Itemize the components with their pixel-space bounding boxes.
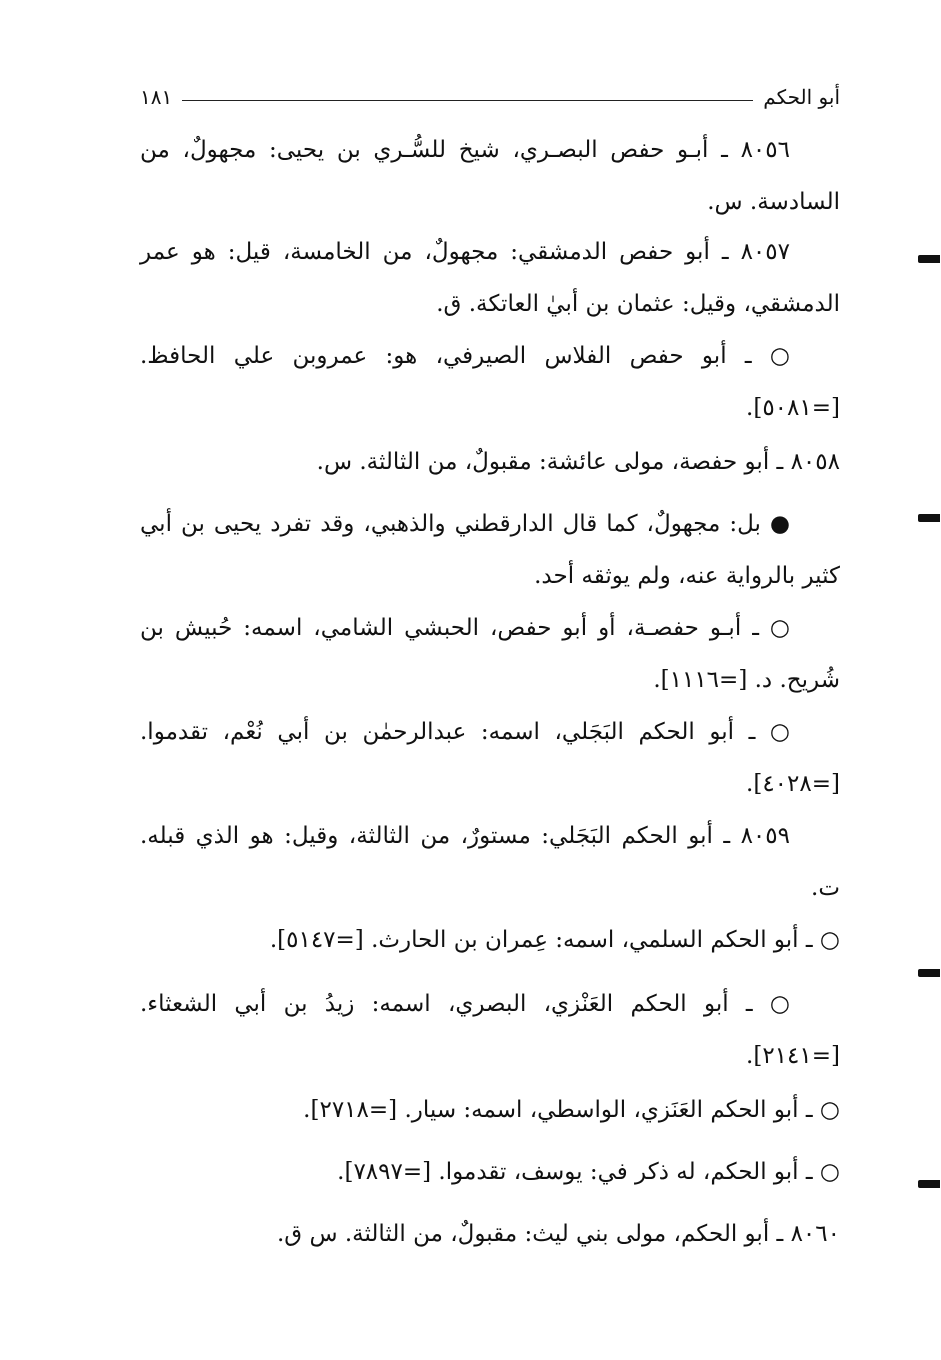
margin-mark [918,1180,940,1188]
entry-8057: ٨٠٥٧ ـ أبو حفص الدمشقي: مجهولٌ، من الخامسة، قيل: هو عمر الدمشقي، وقيل: عثمان بن أبيٰ العاتكة. ق. [140,239,840,317]
cross-reference-entry: ○ ـ أبو الحكم العَنْزي، البصري، اسمه: زيدُ بن أبي الشعثاء. [=٢١٤١]. [140,991,840,1069]
header-title: أبو الحكم [763,85,840,109]
margin-mark [918,514,940,522]
entry-8060: ٨٠٦٠ ـ أبو الحكم، مولى بني ليث: مقبولٌ، من الثالثة. س ق. [276,1221,840,1247]
running-header [140,80,840,114]
commentary-entry: ● بل: مجهولٌ، كما قال الدارقطني والذهبي، وقد تفرد يحيى بن أبي كثير بالرواية عنه، ولم يوثقه أحد. [140,511,840,589]
entry-8056: ٨٠٥٦ ـ أبـو حفص البصـري، شيخ للسُّـري بن يحيى: مجهولٌ، من السادسة. س. [140,137,840,215]
cross-reference-entry: ○ ـ أبو الحكم العَنَزي، الواسطي، اسمه: سيار. [=٢٧١٨]. [303,1097,840,1123]
margin-mark [918,255,940,263]
entry-8058: ٨٠٥٨ ـ أبو حفصة، مولى عائشة: مقبولٌ، من الثالثة. س. [316,449,840,475]
header-rule [182,100,753,101]
cross-reference-entry: ○ ـ أبو الحكم البَجَلي، اسمه: عبدالرحمٰن بن أبي نُعْم، تقدموا. [=٤٠٢٨]. [140,719,840,797]
cross-reference-entry: ○ ـ أبو حفص الفلاس الصيرفي، هو: عمروبن علي الحافظ. [=٥٠٨١]. [140,343,840,421]
cross-reference-entry: ○ ـ أبـو حفصـة، أو أبو حفص، الحبشي الشامي، اسمه: حُبيش بن شُريح. د. [=١١١٦]. [140,615,840,693]
margin-mark [918,969,940,977]
cross-reference-entry: ○ ـ أبو الحكم السلمي، اسمه: عِمران بن الحارث. [=٥١٤٧]. [269,927,840,953]
entry-8059: ٨٠٥٩ ـ أبو الحكم البَجَلي: مستورٌ، من الثالثة، وقيل: هو الذي قبله. ت. [140,823,840,901]
cross-reference-entry: ○ ـ أبو الحكم، له ذكر في: يوسف، تقدموا. [=٧٨٩٧]. [337,1159,840,1185]
page-number: ١٨١ [140,85,173,109]
